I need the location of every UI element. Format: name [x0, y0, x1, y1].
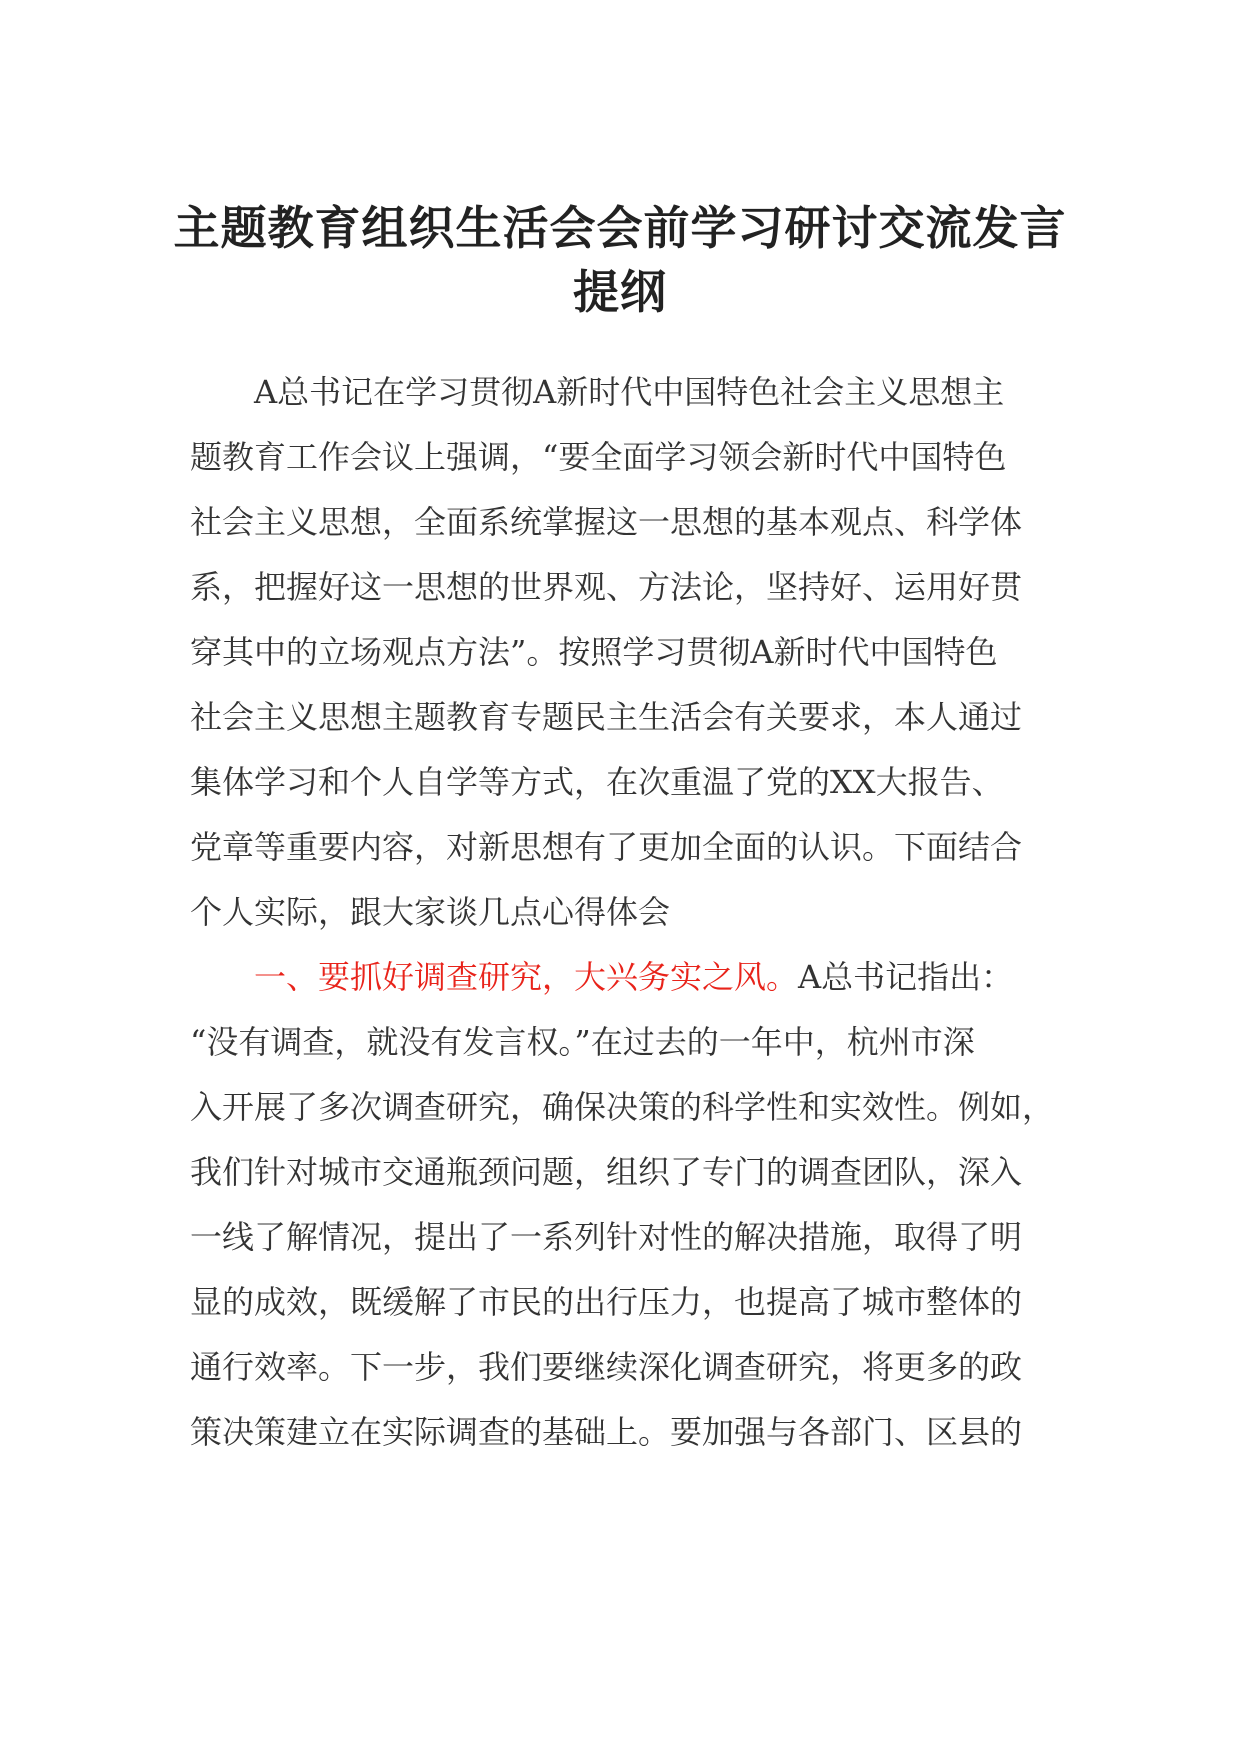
- paragraph-line: 系，把握好这一思想的世界观、方法论，坚持好、运用好贯: [190, 568, 1023, 606]
- paragraph-line: 个人实际，跟大家谈几点心得体会: [190, 893, 671, 931]
- section-1-paragraph: [190, 945, 1055, 1465]
- paragraph-line: 我们针对城市交通瓶颈问题，组织了专门的调查团队，深入: [190, 1153, 1023, 1191]
- paragraph-line: 入开展了多次调查研究，确保决策的科学性和实效性。例如，: [190, 1088, 1055, 1126]
- paragraph-line: 党章等重要内容，对新思想有了更加全面的认识。下面结合: [190, 828, 1023, 866]
- section-1-heading: 一、要抓好调查研究，大兴务实之风。: [254, 958, 799, 996]
- paragraph-line: “没有调查，就没有发言权。”在过去的一年中，杭州市深: [190, 1023, 975, 1061]
- paragraph-line: 社会主义思想，全面系统掌握这一思想的基本观点、科学体: [190, 503, 1023, 541]
- intro-paragraph: [190, 360, 1050, 945]
- title-line-2: 提纲: [573, 265, 667, 319]
- paragraph-line: 题教育工作会议上强调，“要全面学习领会新时代中国特色: [190, 438, 1007, 476]
- section-1-first-line: [190, 945, 1050, 1010]
- paragraph-line: 策决策建立在实际调查的基础上。要加强与各部门、区县的: [190, 1413, 1023, 1451]
- paragraph-line: 穿其中的立场观点方法”。按照学习贯彻A新时代中国特色: [190, 633, 998, 671]
- paragraph-line: 社会主义思想主题教育专题民主生活会有关要求，本人通过: [190, 698, 1023, 736]
- document-title: [150, 196, 1090, 324]
- title-line-1: 主题教育组织生活会会前学习研讨交流发言: [173, 201, 1067, 255]
- paragraph-line: A总书记在学习贯彻A新时代中国特色社会主义思想主: [254, 373, 1005, 411]
- paragraph-line: 集体学习和个人自学等方式，在次重温了党的XX大报告、: [190, 763, 1004, 801]
- paragraph-line: 一线了解情况，提出了一系列针对性的解决措施，取得了明: [190, 1218, 1023, 1256]
- paragraph-line: 通行效率。下一步，我们要继续深化调查研究，将更多的政: [190, 1348, 1023, 1386]
- section-1-first-line-rest: A总书记指出：: [798, 958, 1014, 996]
- paragraph-line: 显的成效，既缓解了市民的出行压力，也提高了城市整体的: [190, 1283, 1023, 1321]
